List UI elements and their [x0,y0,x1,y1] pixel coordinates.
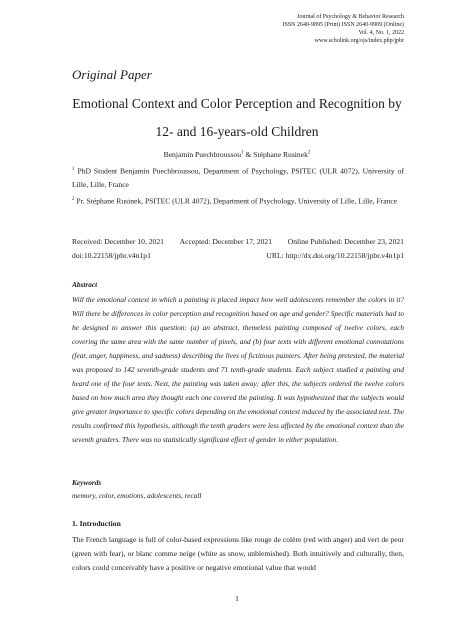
paper-title-line-2: 12- and 16-years-old Children [155,124,319,139]
journal-url[interactable]: www.scholink.org/ojs/index.php/jpbr [314,38,404,44]
keywords-text: memory, color, emotions, adolescents, recall [72,491,202,500]
abstract-heading: Abstract [72,280,98,289]
authors [60,150,414,159]
journal-volume: Vol. 4, No. 1, 2022 [358,30,404,36]
affiliation-1-text: PhD Student Benjamin Puechbroussou, Department of Psychology, PSITEC (ULR 4072), University of Lille, Lille, France [72,166,404,189]
publication-dates [72,237,404,246]
accepted-date: Accepted: December 17, 2021 [179,237,273,246]
paper-title-line-1: Emotional Context and Color Perception and Recognition by [72,96,402,111]
affiliation-2-mark: 2 [72,197,75,202]
introduction-text: The French language is full of color-based expressions like rouge de colère (red with anger) and vert de peur (green with fear), or blanc comme neige (white as snow, unblemished). Both intuitively and culturally, then, colors could conceivably have a positive or negative emotional value that would [72,535,404,572]
author-joiner: & [243,150,254,159]
doi-row [72,251,404,260]
doi-url[interactable]: URL: http://dx.doi.org/10.22158/jpbr.v4n1p1 [266,251,404,260]
affiliation-1-mark: 1 [72,167,75,172]
received-date: Received: December 10, 2021 [72,237,164,246]
journal-name: Journal of Psychology & Behavior Research [297,14,404,20]
doi[interactable]: doi:10.22158/jpbr.v4n1p1 [72,251,151,260]
page-number: 1 [235,594,239,603]
published-date: Online Published: December 23, 2021 [287,237,404,246]
author-2-affiliation-mark: 2 [307,150,311,156]
affiliation-2 [72,193,404,208]
journal-issn: ISSN 2640-9895 (Print) ISSN 2640-9909 (Online) [282,22,404,28]
author-1: Benjamin Puechbroussou [163,150,242,159]
author-2: Stéphane Rusinek [253,150,308,159]
introduction-heading: 1. Introduction [72,519,121,528]
abstract-text: Will the emotional context in which a painting is placed impact how well adolescents remember the colors in it? Will there be differences in color perception and recognition based on age and gender? Specific materials had to be designed to answer this question: (a) an abstract, themeless painting composed of twelve colors, each covering the same area with the same number of pixels, and (b) four texts with different emotional connotations (fear, anger, happiness, and sadness) describing the lives of fictitious painters. After being pretested, the material was proposed to 142 seventh-grade students and 71 tenth-grade students. Each subject studied a painting and heard one of the four texts. Next, the painting was taken away; after this, the subjects ordered the twelve colors based on how much area they thought each one covered the painting. It was hypothesized that the subjects would give greater importance to specific colors depending on the emotional context induced by the associated text. The results confirmed this hypothesis, although the tenth graders were less affected by the emotional context than the seventh graders. There was no statistically significant effect of gender in either population. [72,295,404,444]
author-1-affiliation-mark: 1 [241,150,244,156]
journal-header [283,13,405,45]
keywords-heading: Keywords [72,478,102,487]
affiliation-1 [72,163,404,191]
section-label: Original Paper [72,67,152,82]
affiliation-2-text: Pr. Stéphane Rusinek, PSITEC (ULR 4072), Department of Psychology, University of Lille, Lille, France [76,196,398,206]
